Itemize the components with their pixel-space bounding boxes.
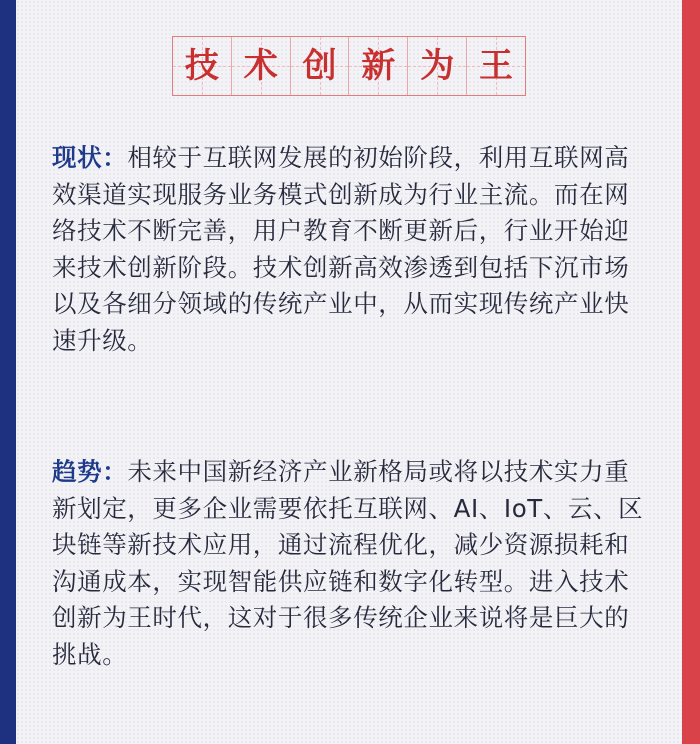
- right-red-stripe: [682, 0, 700, 744]
- title-char: 王: [479, 46, 514, 86]
- title-cell: [291, 37, 350, 95]
- title-cell: [349, 37, 408, 95]
- title-cell: [467, 37, 525, 95]
- trend-text: 未来中国新经济产业新格局或将以技术实力重新划定，更多企业需要依托互联网、AI、IoT、云、区块链等新技术应用，通过流程优化，减少资源损耗和沟通成本，实现智能供应链和数字化转型。进入技术创新为王时代，这对于很多传统企业来说将是巨大的挑战。: [52, 457, 644, 669]
- title-char: 术: [243, 46, 278, 86]
- title-cell: [173, 37, 232, 95]
- status-label: 现状：: [52, 143, 128, 172]
- left-blue-stripe: [0, 0, 16, 744]
- title-cell: [408, 37, 467, 95]
- trend-label: 趋势：: [52, 457, 128, 486]
- trend-section: [52, 454, 652, 673]
- title-char: 新: [361, 46, 396, 86]
- status-text: 相较于互联网发展的初始阶段，利用互联网高效渠道实现服务业务模式创新成为行业主流。而在网络技术不断完善，用户教育不断更新后，行业开始迎来技术创新阶段。技术创新高效渗透到包括下沉市场以及各细分领域的传统产业中，从而实现传统产业快速升级。: [52, 143, 630, 355]
- title-cell: [232, 37, 291, 95]
- title-grid: [172, 36, 526, 96]
- status-section: [52, 140, 652, 359]
- title-char: 技: [184, 46, 219, 86]
- title-char: 创: [302, 46, 337, 86]
- title-char: 为: [420, 46, 455, 86]
